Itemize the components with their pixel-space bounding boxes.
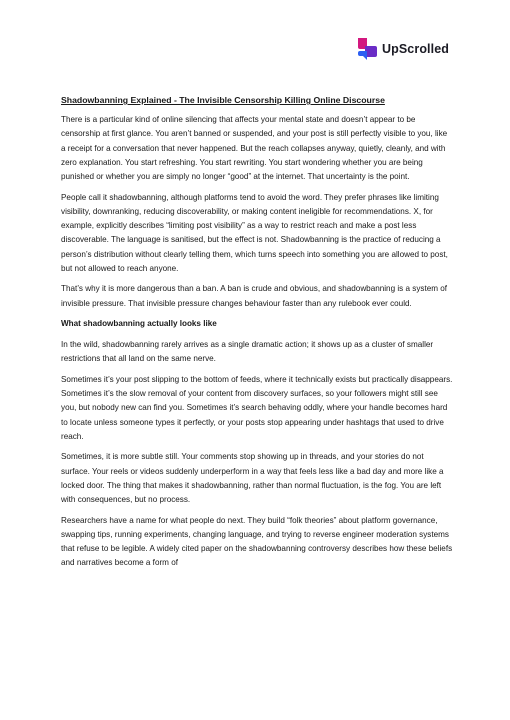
document-title: Shadowbanning Explained - The Invisible Censorship Killing Online Discourse: [61, 95, 385, 105]
body-paragraph: Sometimes, it is more subtle still. Your comments stop showing up in threads, and your stories do not surface. Your reels or videos suddenly underperform in a way that feels less like a bad day and more like a locked door. The thing that makes it shadowbanning, rather than normal fluctuation, is the fog. You are left with consequences, but no process.: [61, 452, 444, 505]
body-paragraph: In the wild, shadowbanning rarely arrives as a single dramatic action; it shows up as a cluster of smaller restrictions that all land on the same nerve.: [61, 340, 434, 364]
upscrolled-logo: [356, 36, 449, 62]
upscrolled-logo-icon: [356, 36, 378, 62]
logo-wordmark: UpScrolled: [382, 42, 449, 56]
document-body: [61, 93, 453, 577]
body-paragraph: That’s why it is more dangerous than a ban. A ban is crude and obvious, and shadowbanning is a system of invisible pressure. That invisible pressure changes behaviour faster than any rulebook ever could.: [61, 284, 448, 308]
body-paragraph: Sometimes it’s your post slipping to the bottom of feeds, where it technically exists but practically disappears. Sometimes it’s the slow removal of your content from discovery surfaces, so your followers might still see you, but nobody new can find you. Sometimes it’s search behaving oddly, where your handle becomes hard to locate unless someone types it perfectly, or your posts stop appearing under hashtags that used to drive reach.: [61, 374, 453, 441]
body-paragraph: Researchers have a name for what people do next. They build “folk theories” about platform governance, swapping tips, running experiments, changing language, and trying to reverse engineer moderation systems that refuse to be legible. A widely cited paper on the shadowbanning controversy describes how these beliefs and narratives become a form of: [61, 515, 453, 568]
section-heading: What shadowbanning actually looks like: [61, 319, 217, 329]
body-paragraph: People call it shadowbanning, although platforms tend to avoid the word. They prefer phrases like limiting visibility, downranking, reducing discoverability, or making content ineligible for recommendations. X, for example, explicitly describes “limiting post visibility” as a way to restrict reach and make a post less discoverable. The language is sanitised, but the effect is not. Shadowbanning is the practice of reducing a person’s distribution without clearly telling them, which turns speech into something you are allowed to post, but not allowed to reach anyone.: [61, 192, 448, 273]
body-paragraph: There is a particular kind of online silencing that affects your mental state and doesn’t appear to be censorship at first glance. You aren’t banned or suspended, and your post is still perfectly visible to you, like a receipt for a conversation that never happened. But the reach collapses anyway, quietly, cleanly, and with zero explanation. You start refreshing. You start rewriting. You start wondering whether you are being punished or whether you are simply no longer “good” at the internet. That uncertainty is the point.: [61, 115, 448, 182]
